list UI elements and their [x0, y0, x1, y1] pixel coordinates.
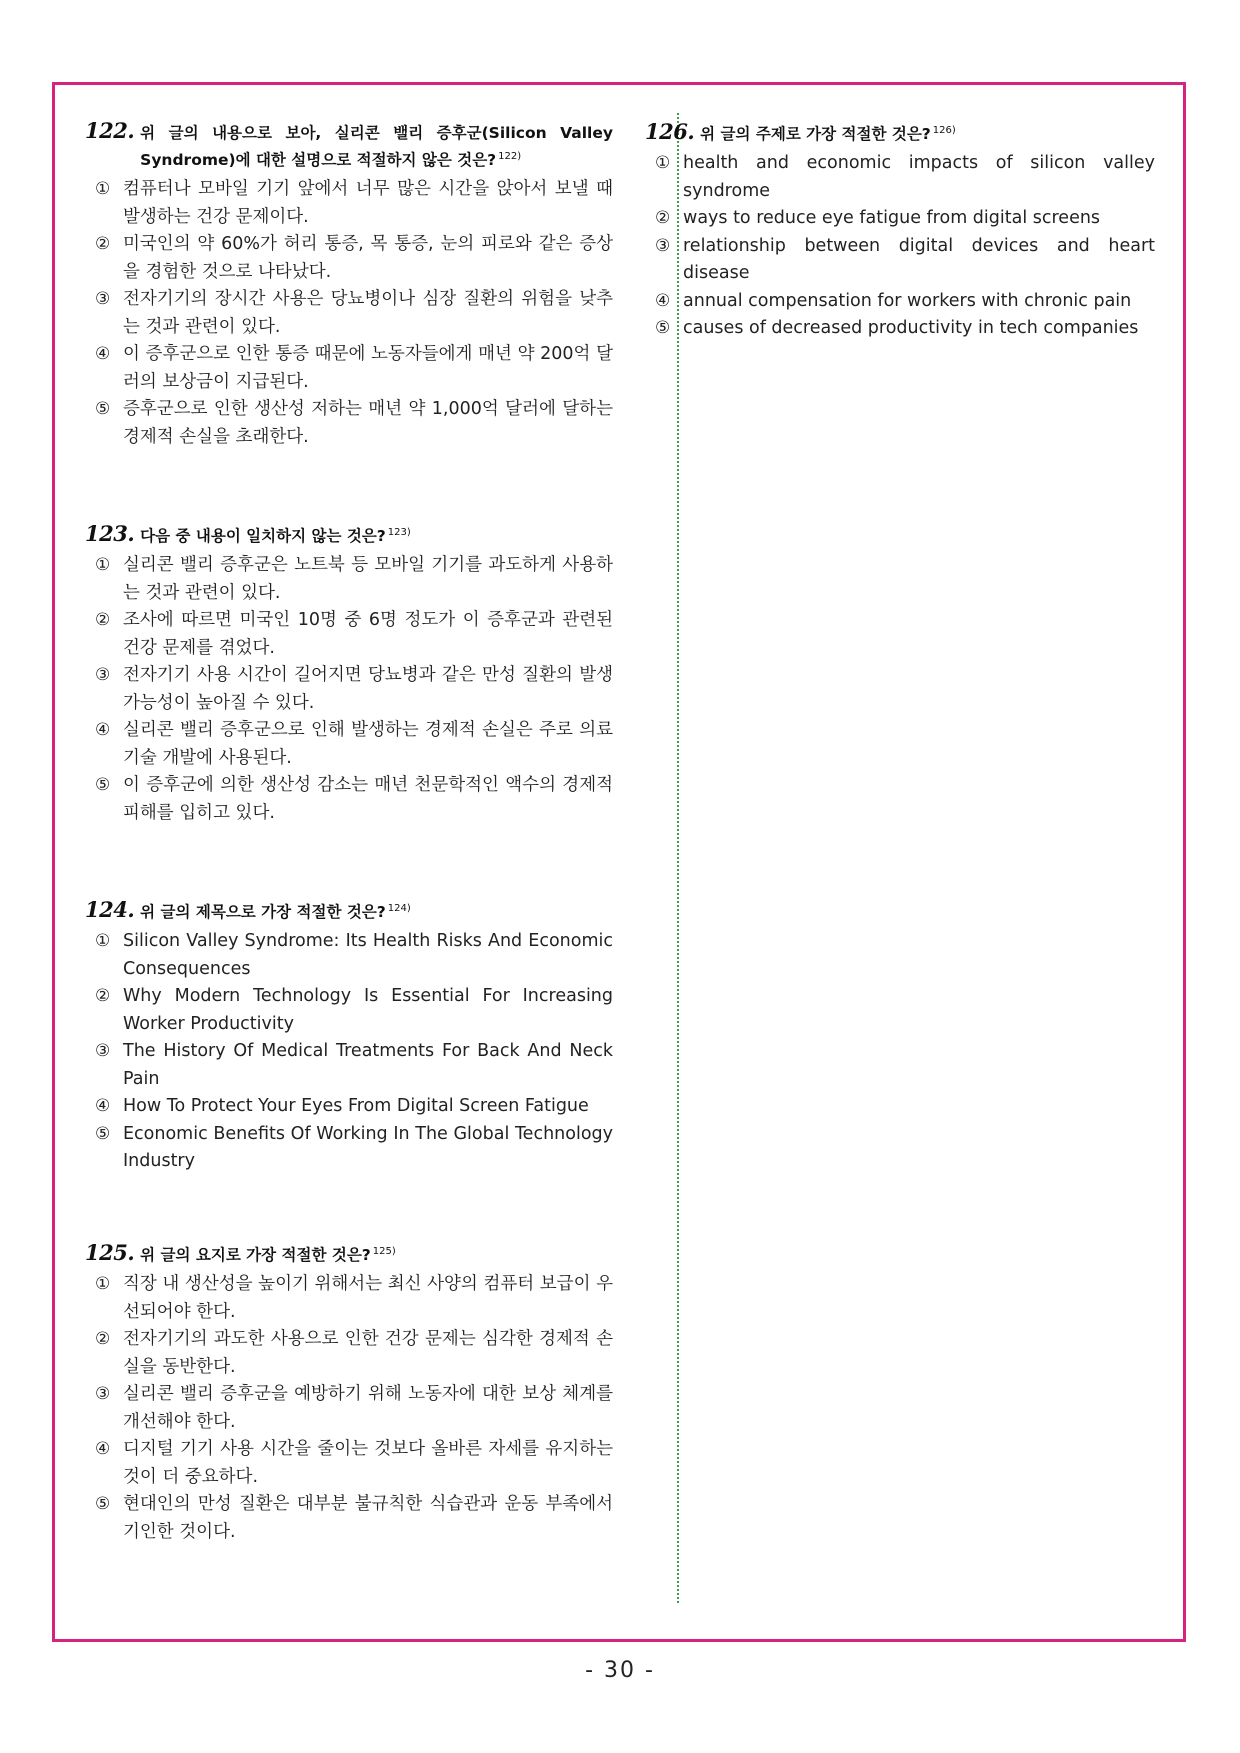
- option-mark: ①: [95, 931, 111, 952]
- option-text: 이 증후군에 의한 생산성 감소는 매년 천문학적인 액수의 경제적 피해를 입히고 있다.: [123, 775, 613, 823]
- option-mark: ⑤: [95, 1494, 111, 1515]
- question-number: 122.: [85, 118, 135, 143]
- option-5[interactable]: [85, 772, 613, 827]
- option-text: 전자기기 사용 시간이 길어지면 당뇨병과 같은 만성 질환의 발생 가능성이 높아질 수 있다.: [123, 665, 613, 713]
- option-text: Silicon Valley Syndrome: Its Health Risks And Economic Consequences: [123, 931, 613, 979]
- option-4[interactable]: [85, 1093, 613, 1121]
- prompt-text: 위 글의 요지로 가장 적절한 것은?: [140, 1246, 371, 1265]
- option-4[interactable]: [645, 288, 1155, 316]
- right-column: [645, 119, 1155, 343]
- spacer: [85, 1176, 613, 1240]
- question-header: [85, 119, 613, 172]
- prompt-text: 위 글의 제목으로 가장 적절한 것은?: [140, 903, 386, 922]
- question-prompt: [140, 897, 613, 924]
- question-124: [85, 897, 613, 1176]
- option-mark: ②: [95, 234, 111, 255]
- question-header: [645, 119, 1155, 146]
- option-5[interactable]: [85, 396, 613, 451]
- option-1[interactable]: [85, 928, 613, 983]
- question-prompt: [140, 521, 613, 548]
- option-mark: ③: [95, 1041, 111, 1062]
- options-list: [645, 150, 1155, 343]
- option-text: relationship between digital devices and heart disease: [683, 235, 1155, 284]
- question-prompt: [140, 1240, 613, 1267]
- question-header: [85, 1240, 613, 1267]
- question-header: [85, 897, 613, 924]
- option-mark: ③: [95, 1384, 111, 1405]
- option-mark: ②: [95, 1329, 111, 1350]
- option-mark: ⑤: [95, 1123, 111, 1144]
- option-2[interactable]: [85, 607, 613, 662]
- spacer: [85, 827, 613, 897]
- option-4[interactable]: [85, 1436, 613, 1491]
- options-list: [85, 552, 613, 827]
- question-number: 123.: [85, 521, 135, 547]
- option-mark: ①: [655, 153, 671, 174]
- option-mark: ①: [95, 1274, 111, 1295]
- footnote-ref: 125): [372, 1245, 396, 1257]
- prompt-text: 다음 중 내용이 일치하지 않는 것은?: [140, 527, 386, 546]
- question-header: [85, 521, 613, 548]
- option-4[interactable]: [85, 717, 613, 772]
- option-mark: ②: [95, 610, 111, 631]
- option-text: How To Protect Your Eyes From Digital Screen Fatigue: [123, 1096, 589, 1117]
- question-number: 126.: [645, 119, 695, 145]
- option-text: 실리콘 밸리 증후군으로 인해 발생하는 경제적 손실은 주로 의료 기술 개발에 사용된다.: [123, 720, 613, 768]
- prompt-text: 위 글의 내용으로 보아, 실리콘 밸리 증후군(Silicon Valley Syndrome)에 대한 설명으로 적절하지 않은 것은?: [140, 124, 613, 170]
- options-list: [85, 176, 613, 451]
- option-mark: ③: [655, 235, 671, 256]
- option-1[interactable]: [645, 150, 1155, 205]
- option-text: Why Modern Technology Is Essential For Increasing Worker Productivity: [123, 986, 613, 1034]
- option-text: 전자기기의 장시간 사용은 당뇨병이나 심장 질환의 위험을 낮추는 것과 관련이 있다.: [123, 289, 613, 337]
- option-text: 직장 내 생산성을 높이기 위해서는 최신 사양의 컴퓨터 보급이 우선되어야 한다.: [123, 1274, 613, 1322]
- option-mark: ④: [95, 1439, 111, 1460]
- option-3[interactable]: [85, 662, 613, 717]
- option-3[interactable]: [85, 1038, 613, 1093]
- option-1[interactable]: [85, 176, 613, 231]
- question-126: [645, 119, 1155, 343]
- footnote-ref: 124): [387, 903, 411, 915]
- option-mark: ④: [655, 290, 671, 311]
- page-frame: [52, 82, 1186, 1642]
- option-text: 이 증후군으로 인한 통증 때문에 노동자들에게 매년 약 200억 달러의 보상금이 지급된다.: [123, 344, 613, 392]
- option-4[interactable]: [85, 341, 613, 396]
- option-3[interactable]: [645, 233, 1155, 288]
- option-mark: ⑤: [95, 399, 111, 420]
- question-122: [85, 119, 613, 451]
- option-mark: ⑤: [655, 318, 671, 339]
- option-mark: ⑤: [95, 775, 111, 796]
- footnote-ref: 123): [387, 527, 411, 539]
- option-mark: ①: [95, 179, 111, 200]
- option-mark: ④: [95, 344, 111, 365]
- question-123: [85, 521, 613, 827]
- option-2[interactable]: [645, 205, 1155, 233]
- option-text: Economic Benefits Of Working In The Global Technology Industry: [123, 1123, 613, 1172]
- option-text: 실리콘 밸리 증후군을 예방하기 위해 노동자에 대한 보상 체계를 개선해야 한다.: [123, 1384, 613, 1432]
- option-mark: ③: [95, 289, 111, 310]
- question-number: 124.: [85, 897, 135, 923]
- option-mark: ④: [95, 720, 111, 741]
- option-text: annual compensation for workers with chronic pain: [683, 290, 1132, 311]
- option-2[interactable]: [85, 231, 613, 286]
- option-text: causes of decreased productivity in tech companies: [683, 318, 1139, 339]
- footnote-ref: 122): [498, 151, 522, 162]
- option-3[interactable]: [85, 1381, 613, 1436]
- option-text: 컴퓨터나 모바일 기기 앞에서 너무 많은 시간을 앉아서 보낼 때 발생하는 건강 문제이다.: [123, 179, 613, 227]
- option-mark: ②: [655, 208, 671, 229]
- option-text: 실리콘 밸리 증후군은 노트북 등 모바일 기기를 과도하게 사용하는 것과 관련이 있다.: [123, 555, 613, 603]
- option-5[interactable]: [85, 1121, 613, 1176]
- option-5[interactable]: [645, 315, 1155, 343]
- option-text: health and economic impacts of silicon valley syndrome: [683, 153, 1155, 201]
- page-number: - 30 -: [585, 1658, 655, 1683]
- spacer: [85, 451, 613, 521]
- question-number: 125.: [85, 1240, 135, 1266]
- option-text: 증후군으로 인한 생산성 저하는 매년 약 1,000억 달러에 달하는 경제적 손실을 초래한다.: [123, 399, 613, 447]
- option-text: The History Of Medical Treatments For Back And Neck Pain: [123, 1041, 613, 1089]
- option-1[interactable]: [85, 552, 613, 607]
- option-text: 현대인의 만성 질환은 대부분 불규칙한 식습관과 운동 부족에서 기인한 것이다.: [123, 1494, 613, 1542]
- option-mark: ①: [95, 555, 111, 576]
- option-1[interactable]: [85, 1271, 613, 1326]
- options-list: [85, 928, 613, 1176]
- option-text: 미국인의 약 60%가 허리 통증, 목 통증, 눈의 피로와 같은 증상을 경험한 것으로 나타났다.: [123, 234, 613, 282]
- options-list: [85, 1271, 613, 1546]
- option-5[interactable]: [85, 1491, 613, 1546]
- footnote-ref: 126): [932, 125, 956, 136]
- option-text: ways to reduce eye fatigue from digital screens: [683, 208, 1101, 229]
- option-mark: ④: [95, 1096, 111, 1117]
- question-prompt: [140, 121, 613, 172]
- option-text: 디지털 기기 사용 시간을 줄이는 것보다 올바른 자세를 유지하는 것이 더 중요하다.: [123, 1439, 613, 1487]
- option-text: 조사에 따르면 미국인 10명 중 6명 정도가 이 증후군과 관련된 건강 문제를 겪었다.: [123, 610, 613, 658]
- option-2[interactable]: [85, 983, 613, 1038]
- option-2[interactable]: [85, 1326, 613, 1381]
- question-125: [85, 1240, 613, 1546]
- option-text: 전자기기의 과도한 사용으로 인한 건강 문제는 심각한 경제적 손실을 동반한다.: [123, 1329, 613, 1377]
- left-column: [85, 119, 613, 1546]
- option-3[interactable]: [85, 286, 613, 341]
- option-mark: ③: [95, 665, 111, 686]
- prompt-text: 위 글의 주제로 가장 적절한 것은?: [700, 125, 931, 144]
- question-prompt: [700, 119, 1155, 146]
- option-mark: ②: [95, 986, 111, 1007]
